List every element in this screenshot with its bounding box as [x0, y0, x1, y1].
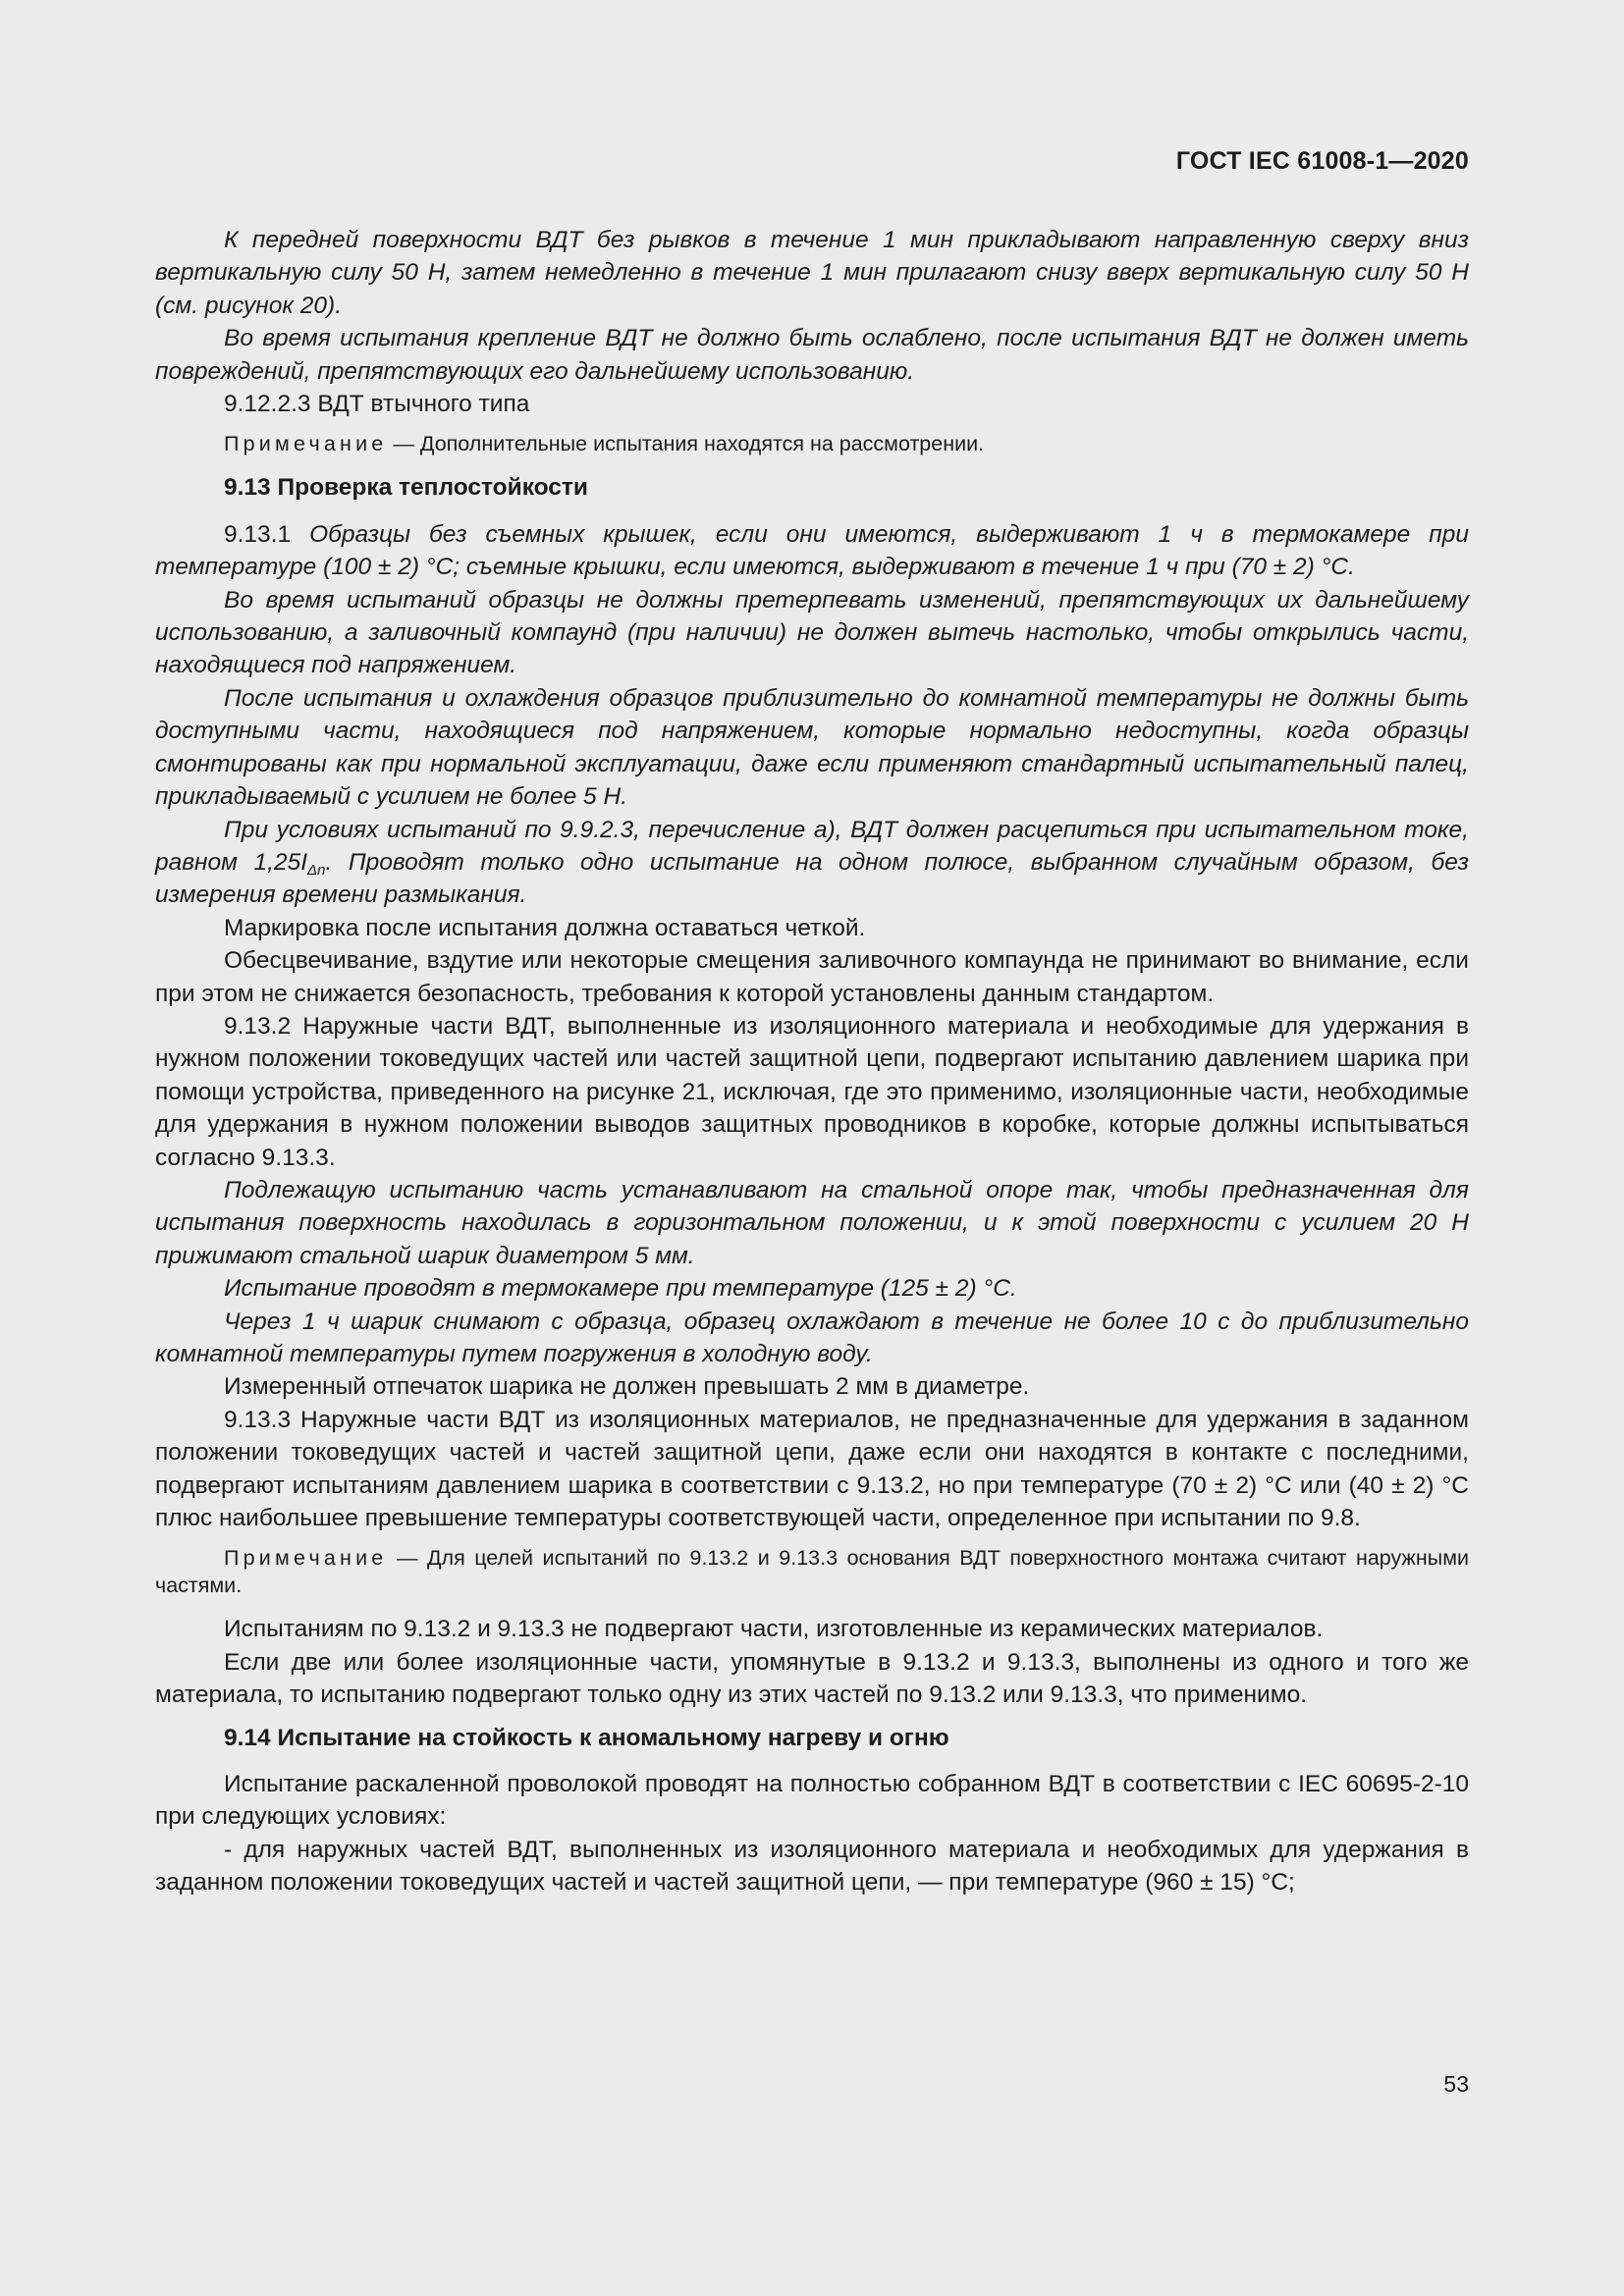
document-body	[155, 224, 1469, 1899]
note	[155, 430, 1469, 457]
section-heading-9-13: 9.13 Проверка теплостойкости	[224, 474, 588, 502]
note-text: — Для целей испытаний по 9.13.2 и 9.13.3 основания ВДТ поверхностного монтажа считают наружными частями.	[155, 1546, 1469, 1598]
subscript: Δn	[307, 861, 326, 879]
clause-heading: 9.12.2.3 ВДТ втычного типа	[224, 391, 530, 418]
document-header: ГОСТ IEC 61008-1—2020	[1175, 147, 1469, 175]
paragraph: Через 1 ч шарик снимают с образца, образец охлаждают в течение не более 10 с до приблизительно комнатной температуры путем погружения в холодную воду.	[155, 1308, 1469, 1367]
paragraph: Испытаниям по 9.13.2 и 9.13.3 не подвергают части, изготовленные из керамических материалов.	[224, 1616, 1324, 1643]
list-item: - для наружных частей ВДТ, выполненных из изоляционного материала и необходимых для удержания в заданном положении токоведущих частей и частей защитной цепи, — при температуре (960 ± 15) °C;	[155, 1836, 1469, 1896]
paragraph: Обесцвечивание, вздутие или некоторые смещения заливочного компаунда не принимают во внимание, если при этом не снижается безопасность, требования к которой установлены данным стандартом.	[155, 947, 1469, 1007]
paragraph: После испытания и охлаждения образцов приблизительно до комнатной температуры не должны быть доступными части, находящиеся под напряжением, которые нормально недоступны, когда образцы смонтированы как при нормальной эксплуатации, даже если применяют стандартный испытательный палец, прикладываемый с усилием не более 5 Н.	[155, 684, 1469, 811]
paragraph: Подлежащую испытанию часть устанавливают на стальной опоре так, чтобы предназначенная для испытания поверхность находилась в горизонтальном положении, и к этой поверхности с усилием 20 Н прижимают стальной шарик диаметром 5 мм.	[155, 1176, 1469, 1269]
paragraph: Испытание проводят в термокамере при температуре (125 ± 2) °C.	[224, 1275, 1017, 1303]
page-number: 53	[1443, 2071, 1469, 2097]
paragraph: Во время испытания крепление ВДТ не должно быть ослаблено, после испытания ВДТ не должен иметь повреждений, препятствующих его дальнейшему использованию.	[155, 325, 1469, 385]
paragraph-text: Образцы без съемных крышек, если они имеются, выдерживают 1 ч в термокамере при температуре (100 ± 2) °C; съемные крышки, если имеются, выдерживают в течение 1 ч при (70 ± 2) °C.	[155, 520, 1469, 581]
note-label: Примечание	[224, 432, 388, 456]
clause-number: 9.13.1	[224, 520, 310, 548]
paragraph: Испытание раскаленной проволокой проводят на полностью собранном ВДТ в соответствии с IEC 60695-2-10 при следующих условиях:	[155, 1771, 1469, 1831]
paragraph-text: При условиях испытаний по 9.9.2.3, перечисление а), ВДТ должен расцепиться при испытательном токе, равном 1,25I	[155, 816, 1469, 876]
paragraph	[155, 814, 1469, 912]
paragraph	[155, 518, 1469, 584]
paragraph: К передней поверхности ВДТ без рывков в течение 1 мин прикладывают направленную сверху вниз вертикальную силу 50 Н, затем немедленно в течение 1 мин прилагают снизу вверх вертикальную силу 50 Н (см. рисунок 20).	[155, 227, 1469, 319]
paragraph: Если две или более изоляционные части, упомянутые в 9.13.2 и 9.13.3, выполнены из одного и того же материала, то испытанию подвергают только одну из этих частей по 9.13.2 или 9.13.3, что применимо.	[155, 1648, 1469, 1709]
paragraph: Измеренный отпечаток шарика не должен превышать 2 мм в диаметре.	[224, 1373, 1030, 1401]
paragraph: 9.13.2 Наружные части ВДТ, выполненные из изоляционного материала и необходимые для удержания в нужном положении токоведущих частей или частей защитной цепи, подвергают испытанию давлением шарика при помощи устройства, приведенного на рисунке 21, исключая, где это применимо, изоляционные части, необходимые для удержания в нужном положении выводов защитных проводников в коробке, которые должны испытываться согласно 9.13.3.	[155, 1012, 1469, 1171]
paragraph: 9.13.3 Наружные части ВДТ из изоляционных материалов, не предназначенные для удержания в заданном положении токоведущих частей и частей защитной цепи, даже если они находятся в контакте с последними, подвергают испытаниям давлением шарика в соответствии с 9.13.2, но при температуре (70 ± 2) °C или (40 ± 2) °C плюс наибольшее превышение температуры соответствующей части, определенное при испытании по 9.8.	[155, 1406, 1469, 1532]
note	[155, 1544, 1469, 1599]
note-text: — Дополнительные испытания находятся на рассмотрении.	[387, 432, 985, 456]
paragraph: Во время испытаний образцы не должны претерпевать изменений, препятствующих их дальнейшему использованию, а заливочный компаунд (при наличии) не должен вытечь настолько, чтобы открылись части, находящиеся под напряжением.	[155, 586, 1469, 679]
section-heading-9-14: 9.14 Испытание на стойкость к аномальному нагреву и огню	[224, 1724, 949, 1751]
note-label: Примечание	[224, 1546, 388, 1571]
paragraph: Маркировка после испытания должна оставаться четкой.	[224, 914, 866, 941]
paragraph-text: . Проводят только одно испытание на одном полюсе, выбранном случайным образом, без измерения времени размыкания.	[155, 848, 1470, 909]
